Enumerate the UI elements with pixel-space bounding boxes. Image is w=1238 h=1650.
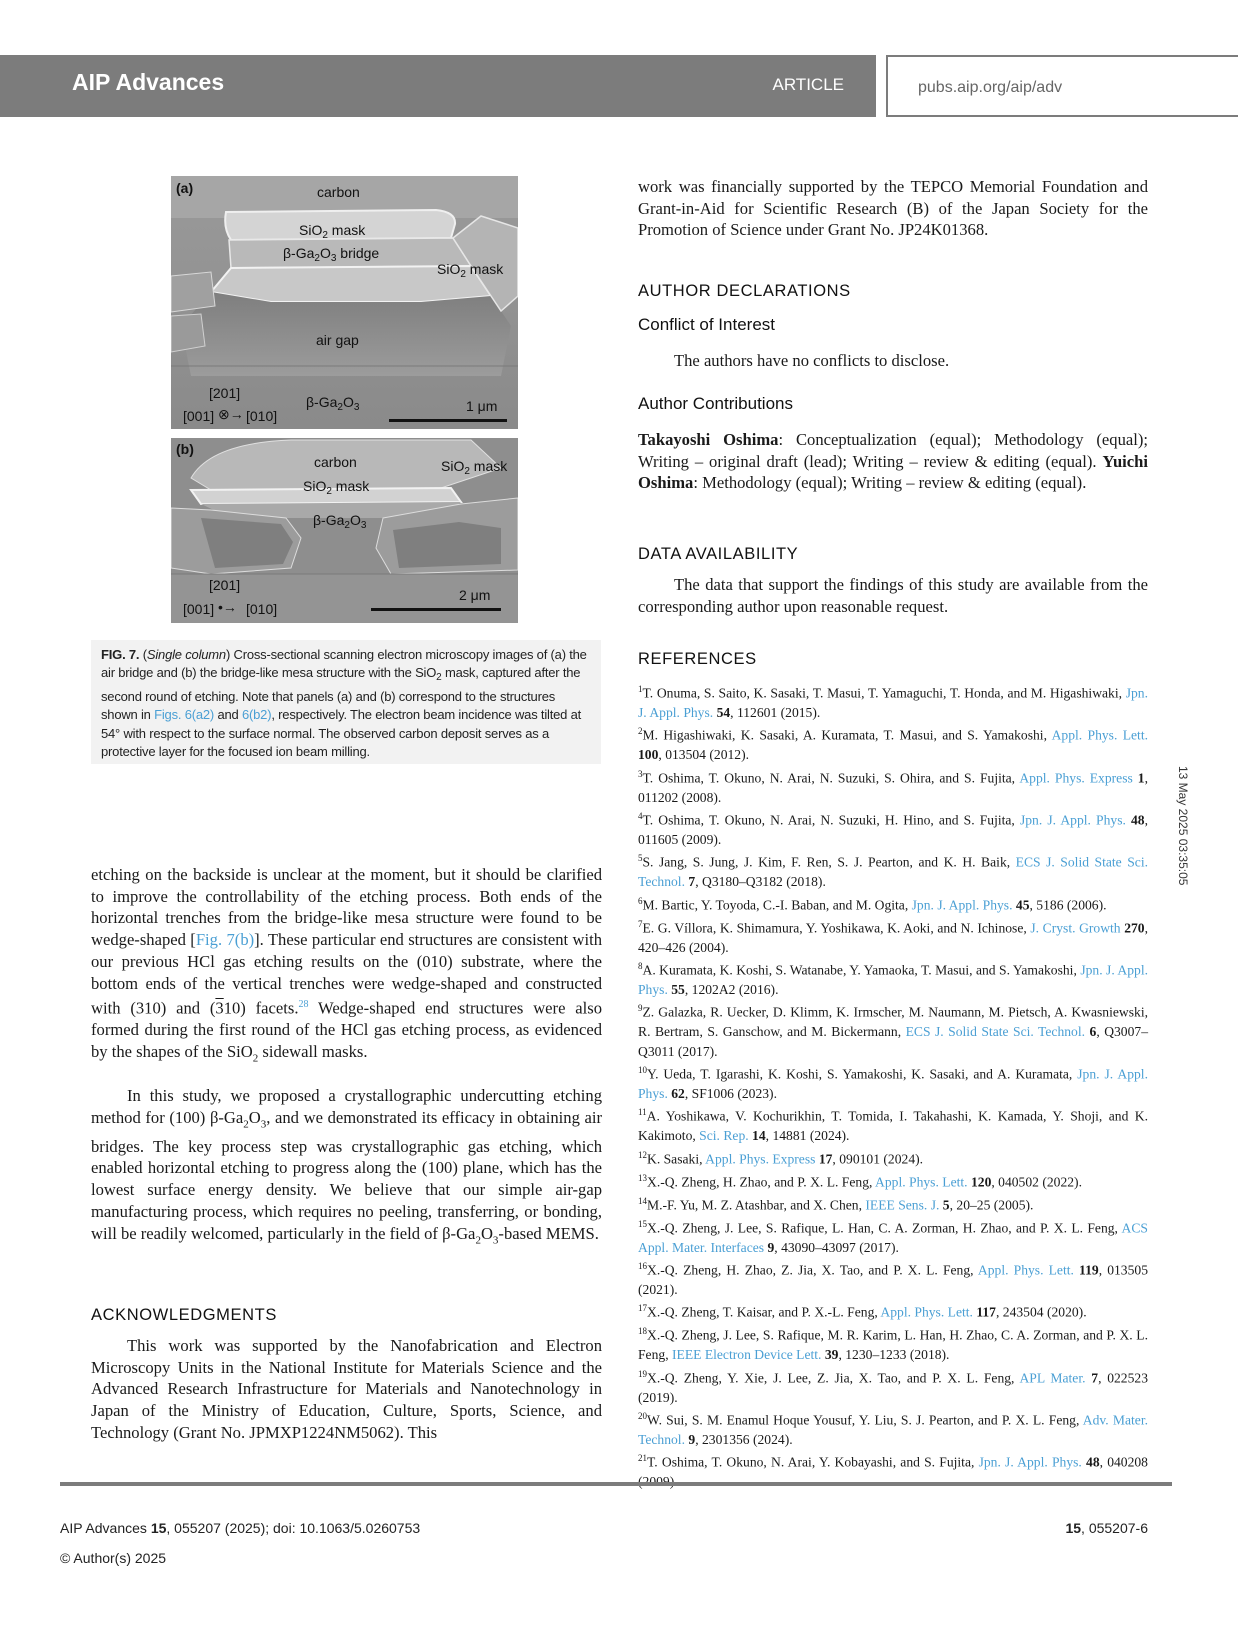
reference-item: $^{11}$A. Yoshikawa, V. Kochurikhin, T. Tomida, I. Takahashi, K. Kamada, Y. Shoji, and K. Kakimoto, Sci. Rep. 14, 14881 (2024). — [638, 1107, 1148, 1144]
reference-journal-link[interactable]: IEEE Electron Device Lett. — [671, 1347, 822, 1363]
reference-item: $^{17}$X.-Q. Zheng, T. Kaisar, and P. X.-L. Feng, Appl. Phys. Lett. 117, 243504 (2020). — [638, 1303, 1087, 1320]
reference-item: $^{12}$K. Sasaki, Appl. Phys. Express 17, 090101 (2024). — [638, 1149, 924, 1167]
data-availability-heading: DATA AVAILABILITY — [638, 545, 799, 563]
references-heading: REFERENCES — [638, 650, 757, 668]
reference-item: $^{21}$T. Oshima, T. Okuno, N. Arai, Y. Kobayashi, and S. Fujita, Jpn. J. Appl. Phys. 48, 040208 — [638, 1453, 1148, 1470]
reference-journal-link[interactable]: ECS J. Solid State Sci. Technol. — [905, 1024, 1086, 1040]
download-timestamp: 13 May 2025 03:35:05 — [1176, 766, 1190, 886]
panel-a-direction-010: [010] — [246, 408, 278, 424]
reference-item: $^2$M. Higashiwaki, K. Sasaki, A. Kuramata, T. Masui, and S. Yamakoshi, Appl. Phys. Lett. 100, 013504 (2012). — [638, 726, 1149, 763]
reference-item: $^5$S. Jang, S. Jung, J. Kim, F. Ren, S. J. Pearton, and K. H. Baik, ECS J. Solid State Sci. Technol. 7, Q3180–Q3182 (2018). — [638, 853, 1148, 890]
panel-b-carbon-label: carbon — [314, 454, 357, 470]
panel-a-carbon-label: carbon — [317, 184, 360, 200]
author-declarations-heading: AUTHOR DECLARATIONS — [638, 282, 851, 300]
journal-header-bar — [0, 55, 876, 117]
reference-item: $^{18}$X.-Q. Zheng, J. Lee, S. Rafique, M. R. Karim, L. Han, H. Zhao, C. A. Zorman, and P. X. L. Feng, IEEE Electron Device Lett. 39, 1230–1233 (2018). — [638, 1326, 1148, 1363]
footer-copyright: © Author(s) 2025 — [60, 1550, 167, 1566]
panel-a-sio2-mask-label: SiO$_2$ mask — [299, 222, 366, 241]
reference-item: $^4$T. Oshima, T. Okuno, N. Arai, N. Suzuki, H. Hino, and S. Fujita, Jpn. J. Appl. Phys. 48, 011605 (2009). — [638, 811, 1148, 847]
reference-journal-link[interactable]: Appl. Phys. Lett. — [875, 1174, 968, 1190]
panel-a-bridge-label: $\beta-Ga_2O_3$ bridge — [283, 245, 380, 264]
body-paragraph-2: In this study, we proposed a crystallographic undercutting etching method for (100) $\beta-Ga_2O_3$, and we demonstrated its efficacy in obtaining air bridges. The key process step was crystallographic gas etching, which enabled horizontal etching to progress along the (100) plane, which has the lowest surface energy density. We believe that our simple air-gap manufacturing process, which requires no peeling, transferring, or bonding, will be readily welcomed, particularly in the field of $\beta-Ga_2O_3$-based MEMS. — [91, 1086, 602, 1246]
data-availability-text: The data that support the findings of this study are available from the corresponding author upon reasonable request. — [638, 575, 1148, 616]
acknowledgments-continued: work was financially supported by the TEPCO Memorial Foundation and Grant-in-Aid for Scientific Research (B) of the Japan Society for the Promotion of Science under Grant No. JP24K01368. — [638, 177, 1148, 240]
reference-item: $^9$Z. Galazka, R. Uecker, D. Klimm, K. Irmscher, M. Naumann, M. Pietsch, A. Kwasniewski, R. Bertram, S. Ganschow, and M. Bickermann, ECS J. Solid State Sci. Technol. 6, Q3007–Q3011 (2017). — [638, 1003, 1148, 1059]
reference-journal-link[interactable]: J. Cryst. Growth — [1030, 920, 1121, 936]
footer-page-number: 15, 055207-6 — [1065, 1520, 1148, 1536]
reference-journal-link[interactable]: ECS J. Solid State Sci. Technol. — [638, 854, 1148, 890]
reference-item: $^6$M. Bartic, Y. Toyoda, C.-I. Baban, and M. Ogita, Jpn. J. Appl. Phys. 45, 5186 (2006). — [638, 895, 1107, 913]
reference-item: $^{15}$X.-Q. Zheng, J. Lee, S. Rafique, L. Han, C. A. Zorman, H. Zhao, and P. X. L. Feng, ACS Appl. Mater. Interfaces 9, 43090–43097 (2017). — [638, 1218, 1148, 1255]
reference-journal-link[interactable]: Jpn. J. Appl. Phys. — [1019, 812, 1126, 828]
reference-journal-link[interactable]: ACS Appl. Mater. Interfaces — [638, 1220, 1148, 1255]
footer-rule — [60, 1482, 1172, 1486]
citation-link-28[interactable]: 28 — [298, 999, 309, 1011]
caption-lead: Single column — [146, 647, 226, 662]
sem-image-panel-a — [171, 176, 518, 429]
reference-list — [638, 680, 1148, 1492]
reference-item: $^1$T. Onuma, S. Saito, K. Sasaki, T. Masui, T. Yamaguchi, T. Honda, and M. Higashiwaki, Jpn. J. Appl. Phys. 54, 112601 (2015). — [638, 684, 1148, 720]
author-contributions-text: Takayoshi Oshima: Conceptualization (equal); Methodology (equal); Writing – original draft (lead); Writing – review & editing (equal). Yuichi Oshima: Methodology (equal); Writing – review & editing (equal). — [638, 430, 1149, 493]
author-contributions-heading: Author Contributions — [638, 394, 793, 413]
reference-item: $^{14}$M.-F. Yu, M. Z. Atashbar, and X. Chen, IEEE Sens. J. 5, 20–25 (2005). — [638, 1195, 1034, 1213]
panel-b-scale-label: 2 μm — [459, 587, 491, 603]
journal-url-box[interactable] — [886, 55, 1238, 117]
reference-journal-link[interactable]: IEEE Sens. J. — [865, 1197, 940, 1213]
panel-b-sio2-mask-label: SiO$_2$ mask — [303, 478, 370, 497]
reference-journal-link[interactable]: Appl. Phys. Lett. — [977, 1262, 1074, 1278]
panel-b-tag: (b) — [176, 441, 194, 457]
reference-journal-link[interactable]: Jpn. J. Appl. Phys. — [911, 897, 1013, 913]
acknowledgments-heading: ACKNOWLEDGMENTS — [91, 1306, 277, 1324]
reference-item: $^{19}$X.-Q. Zheng, Y. Xie, J. Lee, Z. Jia, X. Tao, and P. X. L. Feng, APL Mater. 7, 022523 (2019). — [638, 1368, 1148, 1405]
panel-b-direction-010: [010] — [246, 601, 278, 617]
reference-item: $^3$T. Oshima, T. Okuno, N. Arai, N. Suzuki, S. Ohira, and S. Fujita, Appl. Phys. Express 1, 011202 (2008). — [638, 768, 1148, 805]
reference-journal-link[interactable]: Appl. Phys. Express — [1019, 770, 1133, 786]
figure-link-7b[interactable]: Fig. 7(b) — [195, 930, 255, 950]
panel-a-direction-201: [201] — [209, 385, 241, 401]
reference-journal-link[interactable]: Appl. Phys. Lett. — [1051, 727, 1149, 743]
reference-journal-link[interactable]: Jpn. J. Appl. Phys. — [638, 962, 1148, 997]
panel-a-tag: (a) — [176, 180, 194, 196]
panel-a-substrate-label: $\beta-Ga_2O_3$ — [306, 394, 360, 413]
reference-journal-link[interactable]: Jpn. J. Appl. Phys. — [638, 685, 1148, 720]
panel-b-direction-201: [201] — [209, 577, 241, 593]
sem-image-panel-b — [171, 438, 518, 623]
reference-journal-link[interactable]: APL Mater. — [1019, 1370, 1086, 1386]
figure-link-6a2[interactable]: Figs. 6(a2) — [154, 707, 215, 723]
journal-url-link[interactable]: pubs.aip.org/aip/adv — [918, 79, 1063, 96]
article-type-label: ARTICLE — [772, 75, 844, 94]
reference-journal-link[interactable]: Jpn. J. Appl. Phys. — [978, 1454, 1082, 1470]
panel-a-scale-label: 1 μm — [466, 398, 498, 414]
conflict-of-interest-heading: Conflict of Interest — [638, 315, 776, 334]
reference-journal-link[interactable]: Sci. Rep. — [699, 1128, 749, 1144]
panel-b-direction-001: [001] — [183, 601, 215, 617]
reference-item: $^8$A. Kuramata, K. Koshi, S. Watanabe, Y. Yamaoka, T. Masui, and S. Yamakoshi, Jpn. J. Appl. Phys. 55, 1202A2 (2016). — [638, 961, 1148, 997]
reference-item: $^{16}$X.-Q. Zheng, H. Zhao, Z. Jia, X. Tao, and P. X. L. Feng, Appl. Phys. Lett. 119, 013505 (2021). — [638, 1260, 1148, 1297]
panel-b-sio2-side-label: SiO$_2$ mask — [441, 458, 508, 477]
figure-label: FIG. 7. — [101, 647, 140, 662]
body-paragraph-1: etching on the backside is unclear at the moment, but it should be clarified to improve the controllability of the etching process. Both ends of the horizontal trenches from the bridge-like mesa structure were found to be wedge-shaped [Fig. 7(b)]. These particular end structures are consistent with our previous HCl gas etching results on the (010) substrate, where the bottom ends of the vertical trenches were wedge-shaped and constructed with (310) and (310) facets.$^{28}$ Wedge-shaped end structures were also formed during the first round of the HCl gas etching process, as evidenced by the shapes of the SiO$_2$ sidewall masks. — [91, 865, 603, 1065]
reference-journal-link[interactable]: Appl. Phys. Express — [705, 1151, 816, 1167]
reference-item: $^7$E. G. Víllora, K. Shimamura, Y. Yoshikawa, K. Aoki, and N. Ichinose, J. Cryst. Growth 270, 420–426 (2004). — [638, 918, 1148, 955]
journal-title[interactable]: AIP Advances — [72, 69, 225, 95]
panel-b-substrate-label: $\beta-Ga_2O_3$ — [313, 512, 367, 531]
panel-a-sio2-side-label: SiO$_2$ mask — [437, 261, 504, 280]
footer-citation: AIP Advances 15, 055207 (2025); doi: 10.1063/5.0260753 — [60, 1520, 421, 1536]
acknowledgments-text: This work was supported by the Nanofabrication and Electron Microscopy Units in the National Institute for Materials Science and the Advanced Research Infrastructure for Materials and Nanotechnology in Japan of the Ministry of Education, Culture, Sports, Science, and Technology (Grant No. JPMXP1224NM5062). This — [91, 1336, 602, 1442]
reference-journal-link[interactable]: Appl. Phys. Lett. — [880, 1304, 973, 1320]
figure-link-6b2[interactable]: 6(b2) — [241, 707, 272, 723]
axis-cross-icon: ⊗→ — [218, 406, 244, 422]
axis-arrow-icon: •→ — [218, 599, 237, 615]
reference-item: $^{13}$X.-Q. Zheng, H. Zhao, and P. X. L. Feng, Appl. Phys. Lett. 120, 040502 (2022). — [638, 1172, 1082, 1190]
reference-journal-link[interactable]: Jpn. J. Appl. Phys. — [638, 1066, 1148, 1102]
reference-item: $^{10}$Y. Ueda, T. Igarashi, K. Koshi, S. Yamakoshi, K. Sasaki, and A. Kuramata, Jpn. J. Appl. Phys. 62, SF1006 (2023). — [638, 1065, 1148, 1102]
conflict-of-interest-text: The authors have no conflicts to disclose. — [674, 351, 950, 370]
reference-journal-link[interactable]: Adv. Mater. Technol. — [638, 1412, 1148, 1447]
figure-caption: FIG. 7. (Single column) Cross-sectional scanning electron microscopy images of (a) the air bridge and (b) the bridge-like mesa structure with the SiO$_2$ mask, captured after the second round of etching. Note that panels (a) and (b) correspond to the structures shown in Figs. 6(a2) and 6(b2), respectively. The electron beam incidence was tilted at 54° with respect to the surface normal. The observed carbon deposit serves as a protective layer for the focused ion beam milling. — [91, 640, 601, 764]
panel-a-direction-001: [001] — [183, 408, 215, 424]
panel-a-air-gap-label: air gap — [316, 332, 359, 348]
reference-item: $^{20}$W. Sui, S. M. Enamul Hoque Yousuf, Y. Liu, S. J. Pearton, and P. X. L. Feng, Adv. Mater. Technol. 9, 2301356 (2024). — [638, 1410, 1148, 1447]
